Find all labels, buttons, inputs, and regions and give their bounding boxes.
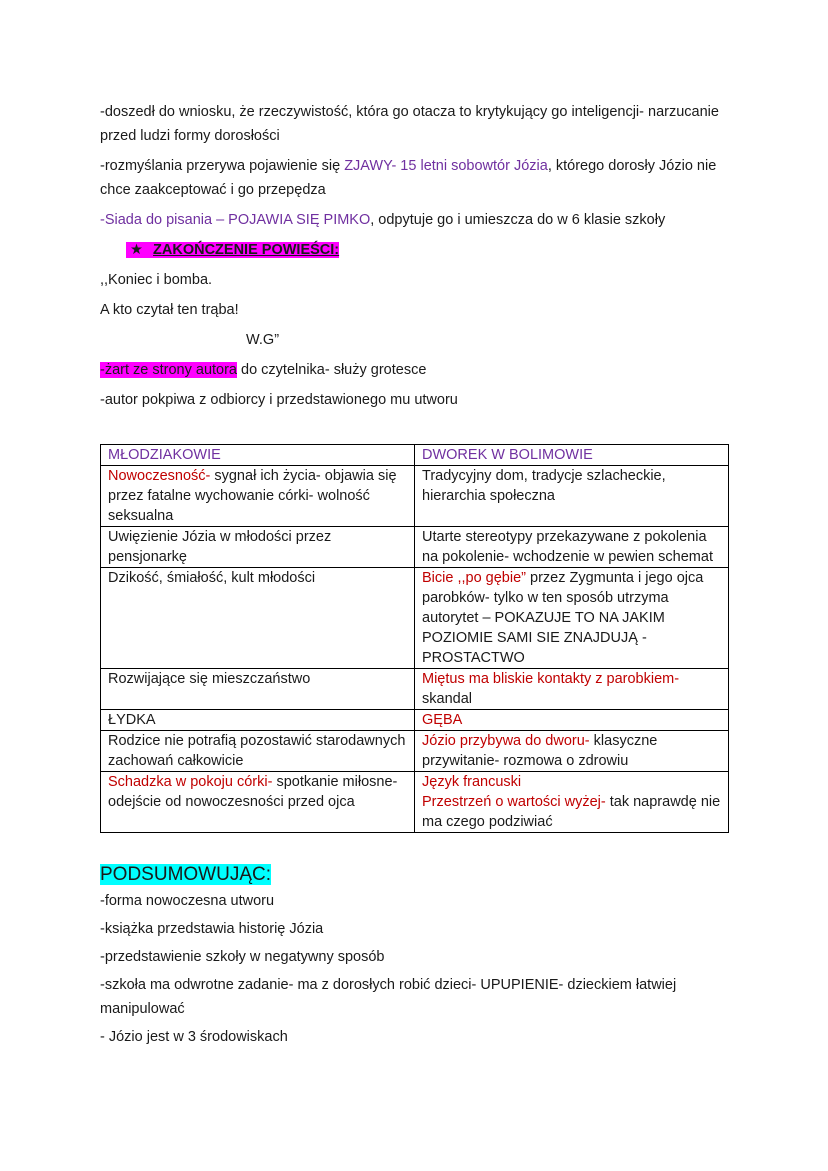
- table-row: [101, 669, 729, 710]
- table-cell-right: [415, 466, 729, 527]
- table-row: [101, 731, 729, 772]
- cell-text: Uwięzienie Józia w młodości przez pensjonarkę: [108, 529, 332, 565]
- table-row: [101, 568, 729, 669]
- table-cell-right: [415, 568, 729, 669]
- table-cell-right: [415, 669, 729, 710]
- table-cell-right: [415, 772, 729, 833]
- table-row: [101, 772, 729, 833]
- cell-text: sygnał ich życia- objawia się przez fatalne wychowanie córki- wolność seksualna: [108, 468, 397, 524]
- document-page: [100, 100, 730, 1053]
- summary-item: -szkoła ma odwrotne zadanie- ma z dorosłych robić dzieci- UPUPIENIE- dzieckiem łatwiej manipulować: [100, 977, 677, 1017]
- summary-heading-text: PODSUMOWUJĄC:: [100, 864, 271, 885]
- joke-highlight: -żart ze strony autora: [100, 362, 237, 378]
- summary-list: [100, 889, 730, 1049]
- table-cell-left: [101, 731, 415, 772]
- quote-signature: W.G”: [246, 332, 280, 348]
- cell-text: klasyczne przywitanie- rozmowa o zdrowiu: [422, 733, 658, 769]
- summary-item: -forma nowoczesna utworu: [100, 893, 275, 909]
- intro-line-2-text: -rozmyślania przerywa pojawienie się: [100, 158, 345, 174]
- summary-item: -przedstawienie szkoły w negatywny sposób: [100, 949, 385, 965]
- ending-heading-text: ZAKOŃCZENIE POWIEŚCI:: [153, 242, 340, 258]
- table-row: [101, 527, 729, 568]
- zjawy-highlight: ZJAWY- 15 letni sobowtór Józia: [344, 158, 548, 174]
- cell-red-text-2: Przestrzeń o wartości wyżej-: [422, 794, 606, 810]
- table-cell-right: [415, 710, 729, 731]
- quote-line-1: ,,Koniec i bomba.: [100, 272, 213, 288]
- header-mlodziakowie: MŁODZIAKOWIE: [101, 445, 415, 466]
- intro-line-2-rest: , którego dorosły Józio nie chce zaakceptować i go przepędza: [100, 158, 717, 198]
- intro-line-2: [100, 154, 730, 202]
- cell-text: Rozwijające się mieszczaństwo: [108, 671, 311, 687]
- cell-red-text: Bicie ,,po gębie”: [422, 570, 526, 586]
- table-cell-left: [101, 466, 415, 527]
- cell-red-text: Józio przybywa do dworu-: [422, 733, 590, 749]
- intro-line-3: [100, 208, 730, 232]
- cell-red-text: Miętus ma bliskie kontakty z parobkiem-: [422, 671, 680, 687]
- table-cell-left: [101, 568, 415, 669]
- ending-note-1-rest: do czytelnika- służy grotesce: [237, 362, 427, 378]
- star-icon: ★: [130, 242, 144, 258]
- cell-red-text: GĘBA: [422, 712, 463, 728]
- intro-line-3-rest: , odpytuje go i umieszcza do w 6 klasie szkoły: [370, 212, 666, 228]
- summary-item: -książka przedstawia historię Józia: [100, 921, 324, 937]
- cell-text: Dzikość, śmiałość, kult młodości: [108, 570, 316, 586]
- cell-red-text: Język francuski: [422, 774, 522, 790]
- cell-text: Tradycyjny dom, tradycje szlacheckie, hierarchia społeczna: [422, 468, 666, 504]
- summary-heading: [100, 861, 730, 889]
- ending-note-1: [100, 358, 730, 382]
- pimko-highlight: -Siada do pisania – POJAWIA SIĘ PIMKO: [100, 212, 371, 228]
- cell-text: Utarte stereotypy przekazywane z pokolenia na pokolenie- wchodzenie w pewien schemat: [422, 529, 713, 565]
- table-cell-left: [101, 710, 415, 731]
- cell-text: spotkanie miłosne- odejście od nowoczesności przed ojca: [108, 774, 398, 810]
- cell-text: skandal: [422, 691, 472, 707]
- cell-text: Rodzice nie potrafią pozostawić starodawnych zachowań całkowicie: [108, 733, 406, 769]
- table-cell-left: [101, 527, 415, 568]
- table-cell-right: [415, 731, 729, 772]
- ending-heading: [100, 238, 730, 262]
- cell-red-text: Schadzka w pokoju córki-: [108, 774, 273, 790]
- ending-note-2: -autor pokpiwa z odbiorcy i przedstawionego mu utworu: [100, 392, 458, 408]
- table-row: [101, 466, 729, 527]
- cell-text: ŁYDKA: [108, 712, 156, 728]
- comparison-table: [100, 444, 729, 833]
- header-dworek: DWOREK W BOLIMOWIE: [415, 445, 729, 466]
- cell-text: przez Zygmunta i jego ojca parobków- tylko w ten sposób utrzyma autorytet – POKAZUJE TO NA JAKIM POZIOMIE SAMI SIE ZNAJDUJĄ - PROSTACTWO: [422, 570, 704, 666]
- ending-heading-highlight: [126, 242, 339, 258]
- intro-line-1: -doszedł do wniosku, że rzeczywistość, która go otacza to krytykujący go inteligencji- narzucanie przed ludzi formy dorosłości: [100, 104, 719, 144]
- cell-text: tak naprawdę nie ma czego podziwiać: [422, 794, 721, 830]
- table-header-row: [101, 445, 729, 466]
- table-cell-left: [101, 772, 415, 833]
- cell-red-text: Nowoczesność-: [108, 468, 211, 484]
- table-cell-left: [101, 669, 415, 710]
- table-row: [101, 710, 729, 731]
- summary-item: - Józio jest w 3 środowiskach: [100, 1029, 288, 1045]
- table-cell-right: [415, 527, 729, 568]
- quote-line-2: A kto czytał ten trąba!: [100, 302, 239, 318]
